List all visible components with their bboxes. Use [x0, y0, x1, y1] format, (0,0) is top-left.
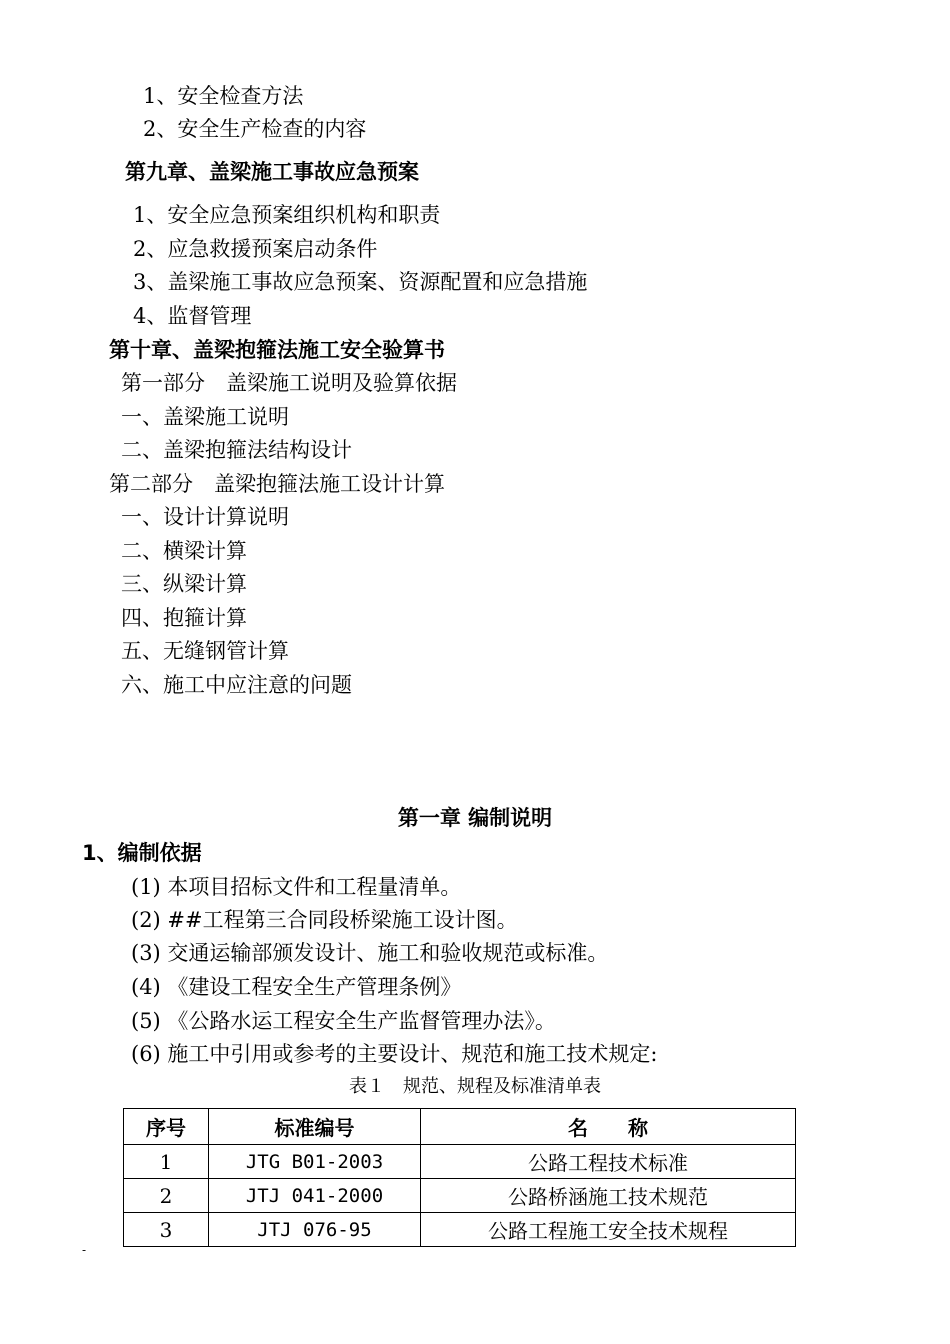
table-caption: 表１ 规范、规程及标准清单表	[349, 1076, 601, 1097]
toc-part-heading: 第二部分 盖梁抱箍法施工设计计算	[109, 472, 445, 496]
toc-item: 1、安全应急预案组织机构和职责	[133, 203, 441, 227]
basis-item: (3) 交通运输部颁发设计、施工和验收规范或标准。	[131, 941, 609, 965]
cell-standard-code: JTG B01-2003	[209, 1145, 421, 1179]
cell-name: 公路工程技术标准	[421, 1145, 796, 1179]
cell-serial: 3	[124, 1213, 209, 1247]
toc-item: 二、盖梁抱箍法结构设计	[121, 438, 352, 462]
table-row	[124, 1145, 796, 1179]
basis-item: (2) ##工程第三合同段桥梁施工设计图。	[131, 908, 518, 932]
toc-item: 四、抱箍计算	[121, 606, 247, 630]
table-row	[124, 1213, 796, 1247]
toc-item: 3、盖梁施工事故应急预案、资源配置和应急措施	[133, 270, 588, 294]
cell-standard-code: JTJ 041-2000	[209, 1179, 421, 1213]
toc-chapter-heading: 第十章、盖梁抱箍法施工安全验算书	[109, 338, 445, 362]
toc-item: 1、安全检查方法	[143, 84, 304, 108]
toc-item: 4、监督管理	[133, 304, 252, 328]
toc-item: 五、无缝钢管计算	[121, 639, 289, 663]
basis-item: (5) 《公路水运工程安全生产监督管理办法》。	[131, 1009, 556, 1033]
footer-mark: -	[82, 1243, 87, 1257]
section-heading: 1、编制依据	[82, 841, 202, 865]
toc-chapter-heading: 第九章、盖梁施工事故应急预案	[125, 160, 419, 184]
cell-serial: 2	[124, 1179, 209, 1213]
cell-serial: 1	[124, 1145, 209, 1179]
basis-item: (4) 《建设工程安全生产管理条例》	[131, 975, 462, 999]
toc-item: 2、应急救援预案启动条件	[133, 237, 378, 261]
toc-item: 一、设计计算说明	[121, 505, 289, 529]
table-header-row	[124, 1109, 796, 1145]
header-standard-code: 标准编号	[209, 1109, 421, 1145]
toc-part-heading: 第一部分 盖梁施工说明及验算依据	[121, 371, 457, 395]
cell-standard-code: JTJ 076-95	[209, 1213, 421, 1247]
header-serial: 序号	[124, 1109, 209, 1145]
table-row	[124, 1179, 796, 1213]
header-name: 名 称	[421, 1109, 796, 1145]
toc-item: 六、施工中应注意的问题	[121, 673, 352, 697]
toc-item: 二、横梁计算	[121, 539, 247, 563]
basis-item: (1) 本项目招标文件和工程量清单。	[131, 875, 462, 899]
standards-table	[123, 1108, 796, 1247]
cell-name: 公路工程施工安全技术规程	[421, 1213, 796, 1247]
toc-item: 2、安全生产检查的内容	[143, 117, 367, 141]
toc-item: 一、盖梁施工说明	[121, 405, 289, 429]
basis-item: (6) 施工中引用或参考的主要设计、规范和施工技术规定:	[131, 1042, 658, 1066]
cell-name: 公路桥涵施工技术规范	[421, 1179, 796, 1213]
toc-item: 三、纵梁计算	[121, 572, 247, 596]
chapter-title: 第一章 编制说明	[397, 806, 553, 830]
